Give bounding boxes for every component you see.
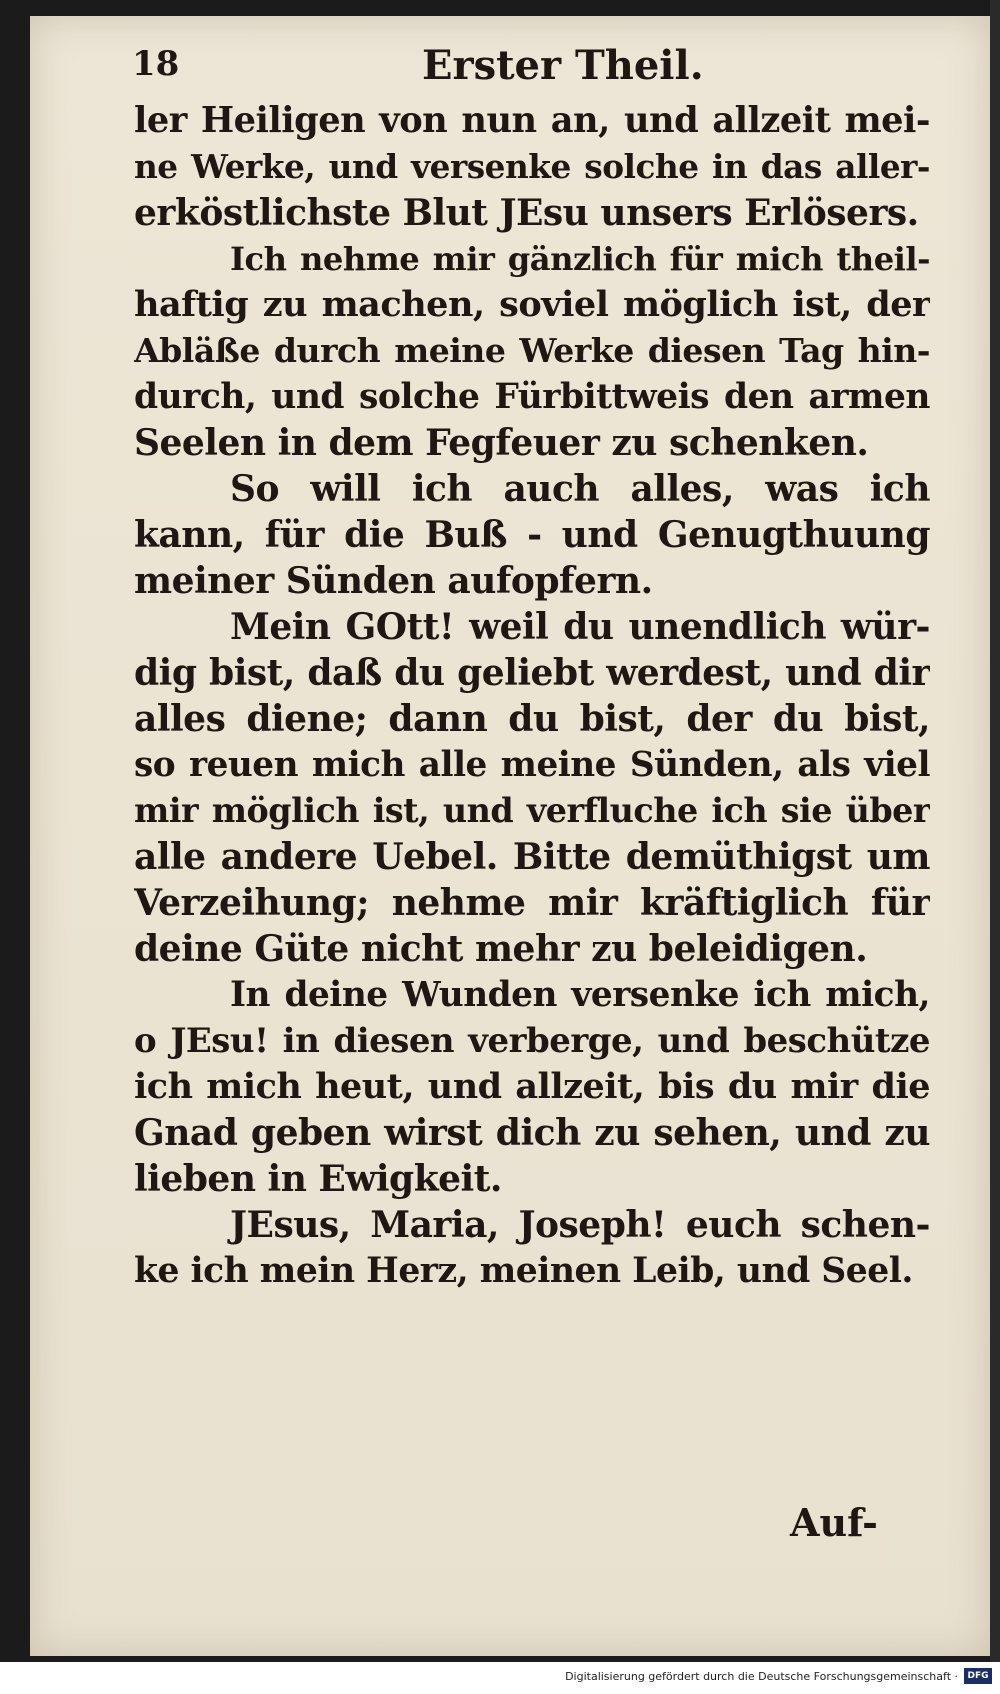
paragraph-3 <box>134 466 930 604</box>
text-line: erköstlichste Blut JEsu unsers Erlösers. <box>134 192 919 234</box>
text-line: So will ich auch alles, was ich <box>230 468 930 510</box>
catchword: Auf- <box>790 1500 878 1545</box>
text-line: Verzeihung; nehme mir kräftiglich für <box>134 882 930 924</box>
text-line: o JEsu! in diesen verberge, und beschütze <box>134 1021 930 1061</box>
page-number: 18 <box>132 44 180 84</box>
text-line: lieben in Ewigkeit. <box>134 1158 502 1200</box>
text-line: ke ich mein Herz, meinen Leib, und Seel. <box>134 1251 913 1291</box>
text-line: kann, für die Buß - und Genugthuung <box>134 514 930 556</box>
paragraph-4 <box>134 604 930 972</box>
text-line: Mein GOtt! weil du unendlich wür- <box>230 606 930 648</box>
running-title: Erster Theil. <box>422 42 704 89</box>
text-line: Ich nehme mir gänzlich für mich theil- <box>230 240 930 278</box>
text-line: durch, und solche Fürbittweis den armen <box>134 377 930 417</box>
text-line: Abläße durch meine Werke diesen Tag hin- <box>134 331 930 370</box>
text-line: so reuen mich alle meine Sünden, als viel <box>134 745 930 785</box>
text-line: deine Güte nicht mehr zu beleidigen. <box>134 928 868 970</box>
text-line: mir möglich ist, und verfluche ich sie über <box>134 791 930 830</box>
text-line: Gnad geben wirst dich zu sehen, und zu <box>134 1112 930 1154</box>
page-edge-shadow <box>990 0 1000 1662</box>
text-line: alles diene; dann du bist, der du bist, <box>134 698 930 740</box>
text-line: In deine Wunden versenke ich mich, <box>230 975 930 1015</box>
text-line: ich mich heut, und allzeit, bis du mir die <box>134 1066 930 1107</box>
text-line: Seelen in dem Fegfeuer zu schenken. <box>134 422 869 464</box>
dfg-logo: DFG <box>964 1668 992 1684</box>
paragraph-6 <box>134 1202 930 1294</box>
text-line: meiner Sünden aufopfern. <box>134 560 653 602</box>
text-line: dig bist, daß du geliebt werdest, und dir <box>134 652 930 694</box>
text-line: alle andere Uebel. Bitte demüthigst um <box>134 836 930 878</box>
digitization-footer <box>0 1664 996 1692</box>
paragraph-2 <box>134 236 930 466</box>
funding-credit: Digitalisierung gefördert durch die Deutsche Forschungsgemeinschaft · <box>565 1670 958 1683</box>
paragraph-5 <box>134 972 930 1202</box>
text-line: JEsus, Maria, Joseph! euch schen- <box>230 1204 930 1246</box>
paragraph-1 <box>134 98 930 236</box>
text-line: haftig zu machen, soviel möglich ist, der <box>134 284 930 325</box>
text-line: ler Heiligen von nun an, und allzeit mei- <box>134 100 930 141</box>
body-text <box>134 98 930 1294</box>
text-line: ne Werke, und versenke solche in das aller- <box>134 147 930 186</box>
page-header <box>102 36 932 96</box>
